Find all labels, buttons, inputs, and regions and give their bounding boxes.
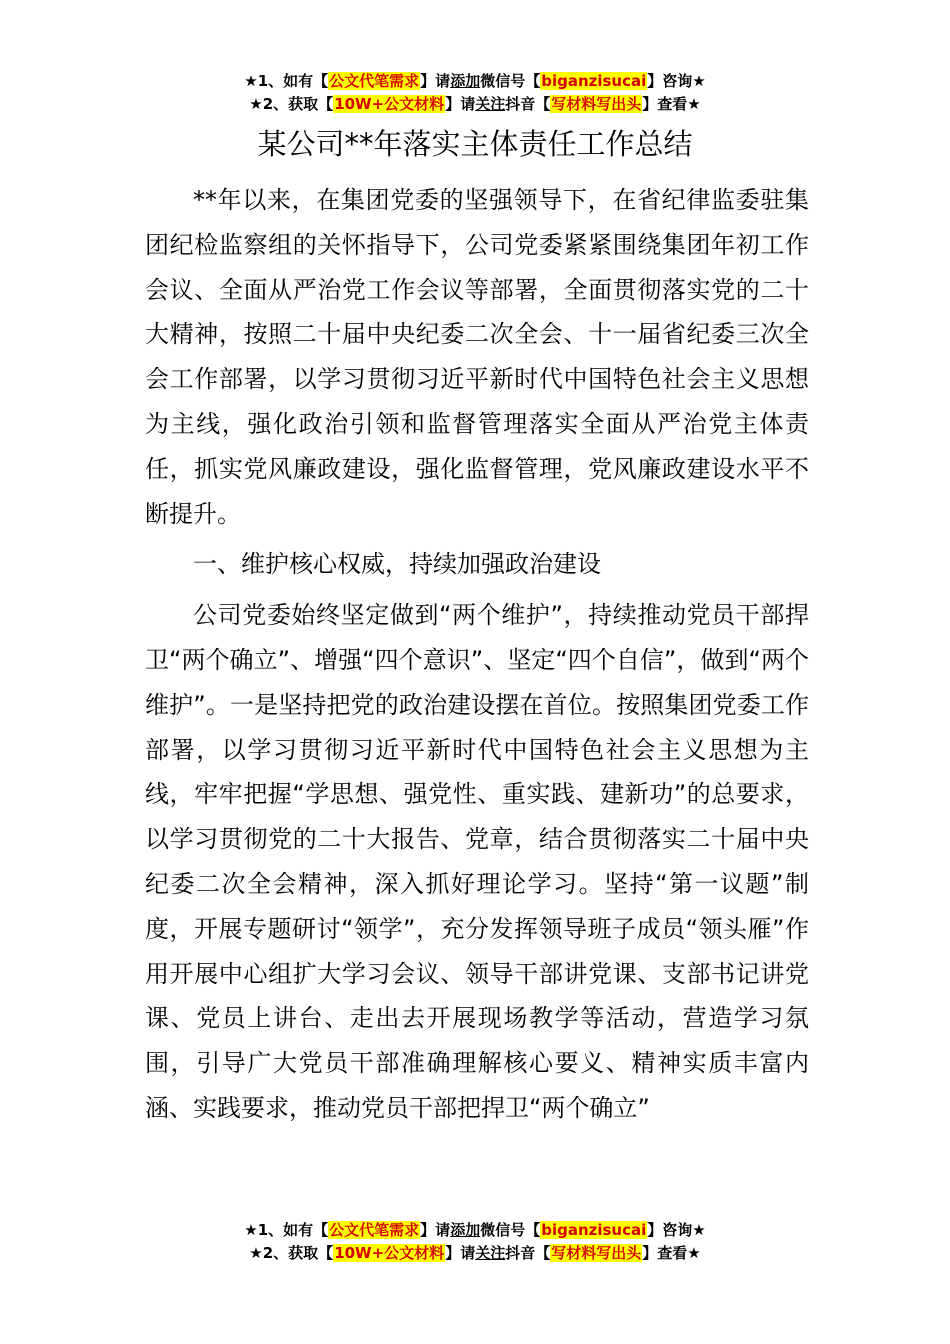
- banner-highlight: 公文代笔需求: [329, 72, 420, 90]
- banner-highlight: 写材料写出头: [551, 1244, 642, 1262]
- banner-text: ★2、获取【: [249, 1244, 334, 1262]
- banner-highlight: biganzisucai: [541, 72, 647, 90]
- banner-text: ★2、获取【: [249, 95, 334, 113]
- banner-text: 抖音【: [505, 1244, 551, 1262]
- banner-underlined-text: 添加: [450, 72, 481, 90]
- section-paragraph: 公司党委始终坚定做到“两个维护”，持续推动党员干部捍卫“两个确立”、增强“四个意识”、坚定“四个自信”，做到“两个维护”。一是坚持把党的政治建设摆在首位。按照集团党委工作部署，以学习贯彻习近平新时代中国特色社会主义思想为主线，牢牢把握“学思想、强党性、重实践、建新功”的总要求，以学习贯彻党的二十大报告、党章，结合贯彻落实二十届中央纪委二次全会精神，深入抓好理论学习。坚持“第一议题”制度，开展专题研讨“领学”，充分发挥领导班子成员“领头雁”作用开展中心组扩大学习会议、领导干部讲党课、支部书记讲党课、党员上讲台、走出去开展现场教学等活动，营造学习氛围，引导广大党员干部准确理解核心要义、精神实质丰富内涵、实践要求，推动党员干部把捍卫“两个确立”: [145, 601, 809, 1122]
- footer-banner: [0, 1219, 950, 1265]
- banner-line-1: [0, 1219, 950, 1242]
- banner-text: 】查看★: [642, 1244, 701, 1262]
- banner-text: 抖音【: [505, 95, 551, 113]
- banner-text: 】请: [420, 72, 451, 90]
- banner-text: 】咨询★: [647, 1221, 706, 1239]
- banner-highlight: biganzisucai: [541, 1221, 647, 1239]
- banner-text: 】查看★: [642, 95, 701, 113]
- document-body: [145, 178, 809, 1131]
- banner-line-2: [0, 93, 950, 116]
- banner-highlight: 10W+公文材料: [334, 95, 445, 113]
- banner-text: 微信号【: [480, 72, 541, 90]
- banner-line-2: [0, 1242, 950, 1265]
- banner-text: 】请: [445, 1244, 476, 1262]
- banner-highlight: 公文代笔需求: [329, 1221, 420, 1239]
- banner-underlined-text: 添加: [450, 1221, 481, 1239]
- banner-underlined-text: 关注: [475, 95, 506, 113]
- banner-text: ★1、如有【: [244, 1221, 329, 1239]
- section-heading: 一、维护核心权威，持续加强政治建设: [193, 550, 601, 579]
- banner-underlined-text: 关注: [475, 1244, 506, 1262]
- intro-paragraph: **年以来，在集团党委的坚强领导下，在省纪律监委驻集团纪检监察组的关怀指导下，公司党委紧紧围绕集团年初工作会议、全面从严治党工作会议等部署，全面贯彻落实党的二十大精神，按照二十届中央纪委二次全会、十一届省纪委三次全会工作部署，以学习贯彻习近平新时代中国特色社会主义思想为主线，强化政治引领和监督管理落实全面从严治党主体责任，抓实党风廉政建设，强化监督管理，党风廉政建设水平不断提升。: [145, 186, 809, 528]
- banner-text: 微信号【: [480, 1221, 541, 1239]
- header-banner: [0, 70, 950, 116]
- document-title: 某公司**年落实主体责任工作总结: [257, 127, 693, 161]
- banner-text: 】请: [420, 1221, 451, 1239]
- banner-highlight: 写材料写出头: [551, 95, 642, 113]
- banner-text: 】请: [445, 95, 476, 113]
- banner-highlight: 10W+公文材料: [334, 1244, 445, 1262]
- banner-text: ★1、如有【: [244, 72, 329, 90]
- banner-text: 】咨询★: [647, 72, 706, 90]
- banner-line-1: [0, 70, 950, 93]
